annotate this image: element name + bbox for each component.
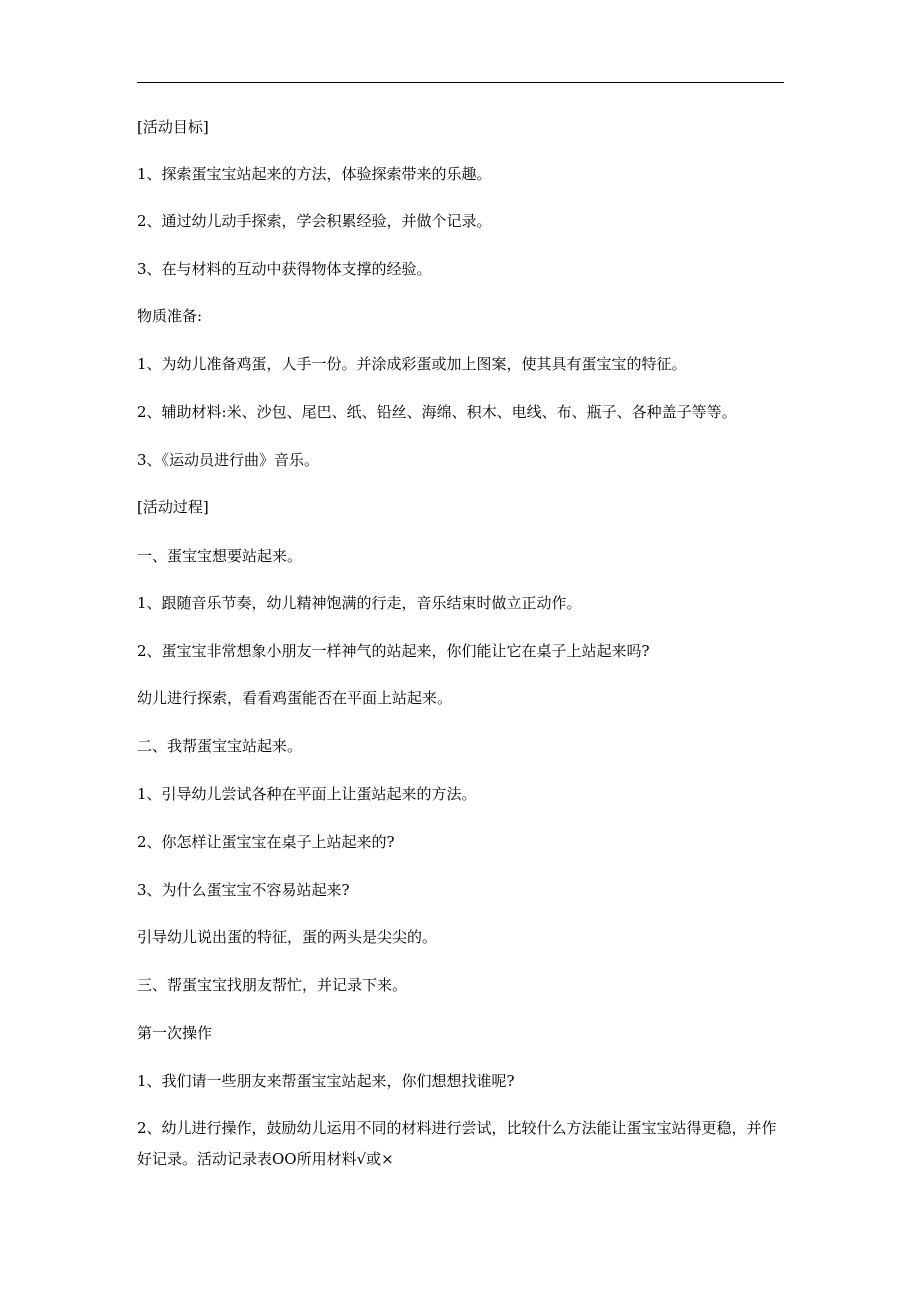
paragraph: 2、蛋宝宝非常想象小朋友一样神气的站起来，你们能让它在桌子上站起来吗? xyxy=(137,642,650,660)
paragraph: 1、探索蛋宝宝站起来的方法，体验探索带来的乐趣。 xyxy=(137,165,492,183)
section-heading-materials: 物质准备: xyxy=(137,307,203,325)
paragraph: 2、辅助材料:米、沙包、尾巴、纸、铅丝、海绵、积木、电线、布、瓶子、各种盖子等等。 xyxy=(137,403,737,421)
paragraph: 三、帮蛋宝宝找朋友帮忙，并记录下来。 xyxy=(137,976,408,994)
paragraph: 一、蛋宝宝想要站起来。 xyxy=(137,547,303,565)
paragraph: 1、引导幼儿尝试各种在平面上让蛋站起来的方法。 xyxy=(137,785,477,803)
paragraph: 第一次操作 xyxy=(137,1024,213,1042)
paragraph: 1、为幼儿准备鸡蛋，人手一份。并涂成彩蛋或加上图案，使其具有蛋宝宝的特征。 xyxy=(137,355,687,373)
section-heading-process: [活动过程] xyxy=(137,498,209,516)
paragraph: 3、为什么蛋宝宝不容易站起来? xyxy=(137,881,350,899)
section-heading-goals: [活动目标] xyxy=(137,118,209,136)
paragraph: 2、通过幼儿动手探索，学会积累经验，并做个记录。 xyxy=(137,212,492,230)
paragraph: 1、跟随音乐节奏，幼儿精神饱满的行走，音乐结束时做立正动作。 xyxy=(137,594,582,612)
header-rule xyxy=(137,82,784,83)
paragraph: 幼儿进行探索，看看鸡蛋能否在平面上站起来。 xyxy=(137,689,453,707)
paragraph: 引导幼儿说出蛋的特征，蛋的两头是尖尖的。 xyxy=(137,928,438,946)
paragraph: 3、《运动员进行曲》音乐。 xyxy=(137,451,320,469)
paragraph: 3、在与材料的互动中获得物体支撑的经验。 xyxy=(137,260,432,278)
paragraph: 2、幼儿进行操作，鼓励幼儿运用不同的材料进行尝试，比较什么方法能让蛋宝宝站得更稳，并作好记录。活动记录表OO所用材料√或× xyxy=(137,1119,777,1168)
paragraph: 2、你怎样让蛋宝宝在桌子上站起来的? xyxy=(137,833,395,851)
paragraph: 二、我帮蛋宝宝站起来。 xyxy=(137,737,303,755)
paragraph: 1、我们请一些朋友来帮蛋宝宝站起来，你们想想找谁呢? xyxy=(137,1072,515,1090)
